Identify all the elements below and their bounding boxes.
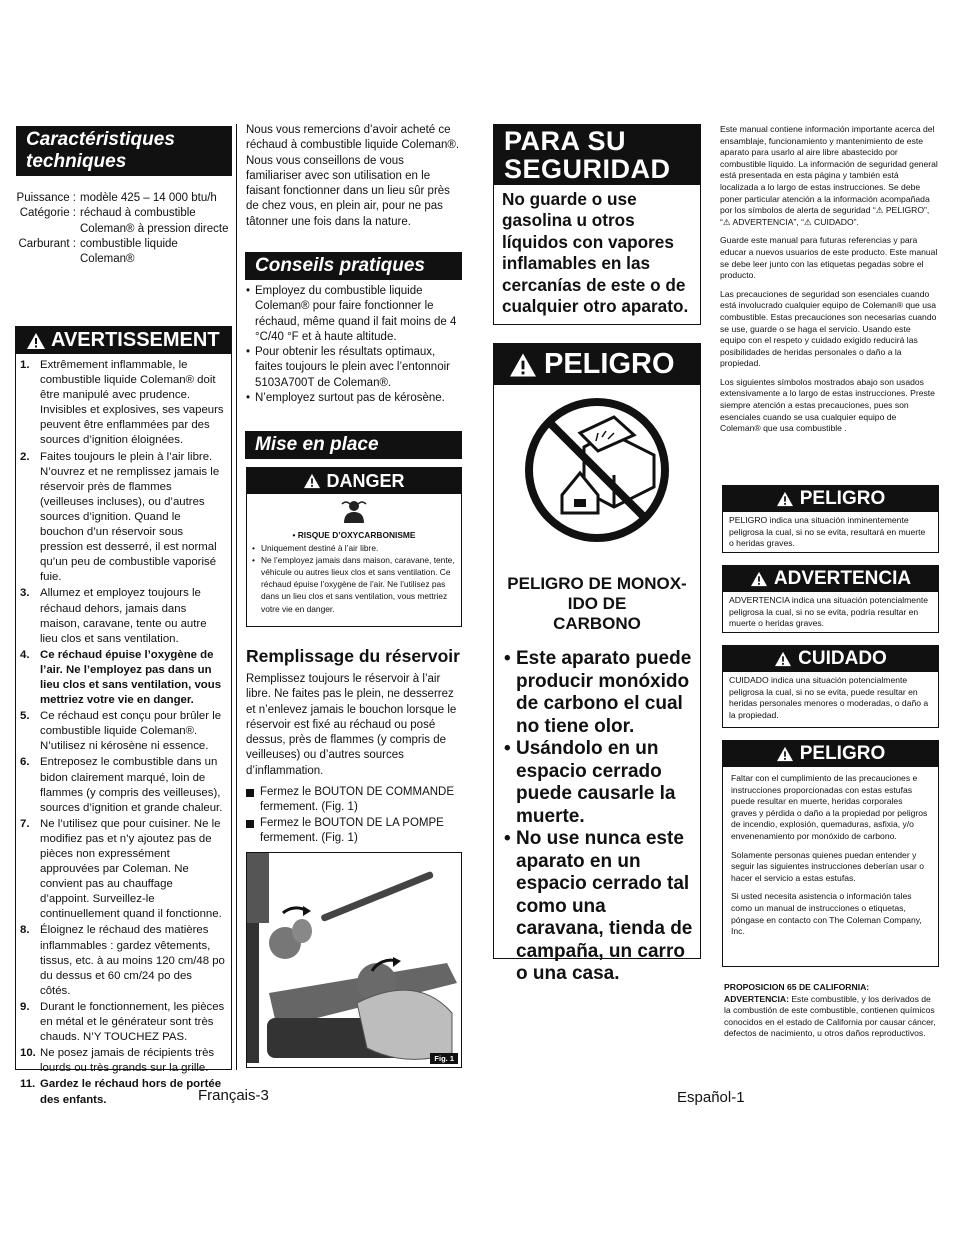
prop65-block bbox=[724, 982, 936, 1040]
danger-box bbox=[246, 467, 462, 627]
danger-risk: • RISQUE D’OXYCARBONISME bbox=[292, 530, 416, 540]
fig1-frame bbox=[246, 852, 462, 1068]
peligro2-paragraph: Si usted necesita asistencia o información tales como un manual de instrucciones o etiquetas, póngase en contacto con The Coleman Company, Inc. bbox=[731, 891, 922, 937]
list-item: 6. Entreposez le combustible dans un bidon clairement marqué, loin de flammes (y compris des veilleuses), sources d’ignition et grande chaleur. bbox=[20, 756, 223, 814]
list-item: • Ne l’employez jamais dans maison, caravane, tente, véhicule ou autres lieux clos et sans ventilation. Ce réchaud épuise l’oxygène de l’air. Ne l’utilisez pas dans un lieu clos et sans ventilation, vous mettriez votre vie en danger. bbox=[252, 554, 456, 615]
warning-triangle-icon bbox=[508, 352, 538, 378]
list-item: • No use nunca este aparato en un espacio cerrado tal como una caravana, tienda de campaña, un carro o una casa. bbox=[504, 828, 694, 986]
peligro2-header: PELIGRO bbox=[723, 741, 938, 767]
remplissage-steps bbox=[246, 785, 466, 846]
es-paragraph: Este manual contiene información importante acerca del ensamblaje, funcionamiento y mantenimiento de este aparato para usarlo al aire libre abastecido por combustible líquido. La información de seguridad general está presentada en esta página y también está localizada a lo largo de estas instrucciones. Se debe poner particular atención a la información acompañada por los símbolos de alerta de seguridad “⚠ PELIGRO”, “⚠ ADVERTENCIA”, “⚠ CUIDADO”. bbox=[720, 124, 938, 227]
square-bullet-icon bbox=[246, 789, 254, 797]
list-item: 7. Ne l’utilisez que pour cuisiner. Ne le modifiez pas et n’y ajoutez pas de pièces non expressément approuvées par Coleman. Ne convient pas au chauffage d’appoint. Surveillez-le continuellement quand il fonctionne. bbox=[20, 817, 222, 921]
avertissement-box bbox=[15, 326, 232, 1106]
peligro2-paragraph: Solamente personas quienes puedan entender y seguir las siguientes instrucciones deberían usar o hacer el servicio a estas estufas. bbox=[731, 849, 924, 883]
es-paragraph: Guarde este manual para futuras referencias y para educar a nuevos usuarios de este producto. Este manual se debe leer junto con las etiquetas pegadas sobre el producto. bbox=[720, 235, 938, 281]
seguridad-text: No guarde o use gasolina u otros líquidos con vapores inflamables en las cercanías de este o de cualquier otro aparato. bbox=[502, 189, 689, 317]
conseils-title: Conseils pratiques bbox=[245, 252, 462, 280]
warning-triangle-icon bbox=[774, 651, 792, 667]
peligro2-box bbox=[722, 740, 939, 967]
list-item: 3. Allumez et employez toujours le réchaud dehors, jamais dans maison, caravane, tente ou autre lieu clos et sans ventilation. bbox=[20, 587, 207, 645]
list-item: 8. Éloignez le réchaud des matières inflammables : gardez vêtements, tissus, etc. à au moins 120 cm/48 po du dessus et 60 cm/24 po des côtés. bbox=[20, 924, 225, 997]
signal-advertencia-header: ADVERTENCIA bbox=[723, 566, 938, 592]
co-poisoning-icon bbox=[340, 498, 368, 524]
column-divider bbox=[236, 124, 237, 1070]
prop65-title: PROPOSICION 65 DE CALIFORNIA: bbox=[724, 982, 870, 992]
signal-peligro-header: PELIGRO bbox=[723, 486, 938, 512]
remplissage-title: Remplissage du réservoir bbox=[246, 646, 460, 666]
list-item: 5. Ce réchaud est conçu pour brûler le combustible liquide Coleman®. N’utilisez ni kérosène ni essence. bbox=[20, 710, 222, 753]
list-item: • Pour obtenir les résultats optimaux, faites toujours le plein avec l’entonnoir 5103A700T de Coleman®. bbox=[246, 345, 462, 391]
warning-triangle-icon bbox=[750, 571, 768, 587]
list-item: • Employez du combustible liquide Coleman® pour faire fonctionner le réchaud, même quand il fait moins de 4 °C/40 °F et à haute altitude. bbox=[246, 284, 462, 345]
danger-list bbox=[247, 542, 461, 615]
list-item: • Este aparato puede producir monóxido de carbono el cual no tiene olor. bbox=[504, 648, 694, 738]
es-paragraph: Los siguientes símbolos mostrados abajo son usados extensivamente a lo largo de estas instrucciones. Preste siempre atención a estas precauciones, pues son esenciales cuando se usa cualquier equipo de Coleman® que usa combustible . bbox=[720, 376, 935, 434]
signal-peligro-text: PELIGRO indica una situación inminentemente peligrosa la cual, si no se evita, resultará en muerte o heridas graves. bbox=[729, 515, 926, 549]
list-item: 4. Ce réchaud épuise l’oxygène de l’air. Ne l’employez pas dans un lieu clos et sans ventilation, vous mettriez votre vie en danger. bbox=[20, 648, 222, 707]
list-item: 2. Faites toujours le plein à l’air libre. N’ouvrez et ne remplissez jamais le réservoir près de flammes (veilleuses incluses), ou d’autres sources d’ignition. Quand le bouchon d’un réservoir sous pression est desserré, il est normal qu’un peu de combustible vaporisé fuie. bbox=[20, 450, 220, 584]
signal-peligro bbox=[722, 485, 939, 553]
spec-row: Carburant : combustible liquide Coleman® bbox=[18, 237, 178, 266]
spec-row: Puissance : modèle 425 – 14 000 btu/h bbox=[16, 192, 217, 204]
list-item: • N’employez surtout pas de kérosène. bbox=[246, 391, 462, 406]
square-bullet-icon bbox=[246, 820, 254, 828]
warning-triangle-icon bbox=[303, 473, 321, 489]
spec-row: Catégorie : réchaud à combustible Coleman® à pression directe bbox=[19, 207, 229, 235]
peligro-box bbox=[493, 343, 701, 984]
specs-table bbox=[14, 191, 234, 267]
signal-cuidado bbox=[722, 645, 939, 728]
stove-illustration bbox=[247, 853, 462, 1068]
intro-text: Nous vous remercions d’avoir acheté ce réchaud à combustible liquide Coleman®. Nous vous conseillons de vous familiariser avec son utilisation en le faisant fonctionner dans un lieu sûr près de chez vous, en plein air, pour ne pas tâtonner une fois dans la nature. bbox=[246, 124, 460, 228]
avertissement-list bbox=[16, 354, 231, 1108]
warning-triangle-icon bbox=[776, 491, 794, 507]
list-item: 1. Extrêmement inflammable, le combustible liquide Coleman® doit être manipulé avec prudence. Invisibles et explosives, ses vapeurs peuvent être enflammées par des sources d’ignition éloignées. bbox=[20, 359, 224, 447]
seguridad-box bbox=[493, 124, 701, 325]
list-item: • Uniquement destiné à l’air libre. bbox=[252, 542, 456, 554]
step-item: Fermez le BOUTON DE COMMANDE fermement. (Fig. 1) bbox=[246, 785, 466, 816]
step-item: Fermez le BOUTON DE LA POMPE fermement. (Fig. 1) bbox=[246, 816, 466, 847]
es-intro bbox=[718, 124, 938, 442]
list-item: 9. Durant le fonctionnement, les pièces en métal et le générateur sont très chauds. N’Y TOUCHEZ PAS. bbox=[20, 1000, 225, 1044]
fig1-label: Fig. 1 bbox=[430, 1053, 458, 1064]
peligro-list bbox=[494, 634, 700, 986]
co-title: PELIGRO DE MONOX- IDO DE CARBONO bbox=[507, 574, 687, 633]
conseils-list bbox=[246, 284, 462, 406]
list-item: 11. Gardez le réchaud hors de portée des enfants. bbox=[20, 1078, 222, 1106]
signal-advertencia bbox=[722, 565, 939, 633]
specs-title: Caractéristiques techniques bbox=[16, 126, 232, 176]
avertissement-header: AVERTISSEMENT bbox=[16, 327, 231, 354]
signal-cuidado-header: CUIDADO bbox=[723, 646, 938, 672]
page-number-es: Español-1 bbox=[677, 1089, 745, 1106]
warning-triangle-icon bbox=[26, 332, 46, 350]
no-indoor-use-icon bbox=[522, 395, 672, 545]
remplissage-text: Remplissez toujours le réservoir à l’air libre. Ne faites pas le plein, ne desserrez et n’enlevez jamais le bouchon lorsque le réservoir est fixé au réchaud ou posé dessus, près de flammes (y compris de veilleuses) ou d’autres sources d’inflammation. bbox=[246, 673, 457, 777]
signal-advertencia-text: ADVERTENCIA indica una situación potencialmente peligrosa la cual, si no se evita, podría resultar en muerte o heridas graves. bbox=[729, 595, 929, 629]
list-item: • Usándolo en un espacio cerrado puede causarle la muerte. bbox=[504, 738, 694, 828]
peligro2-paragraph: Faltar con el cumplimiento de las precauciones e instrucciones proporcionadas con estas estufas puede resultar en muerte, heridas corporales graves y pérdida o daño a la propiedad por peligros de incendio, explosión, quemaduras, asfixia, y/o envenenamiento por monóxido de carbono. bbox=[731, 773, 928, 841]
warning-triangle-icon bbox=[776, 746, 794, 762]
signal-cuidado-text: CUIDADO indica una situación potencialmente peligrosa la cual, si no se evita, puede resultar en heridas personales menores o moderadas, o daño a la propiedad. bbox=[729, 675, 929, 720]
mise-title: Mise en place bbox=[245, 431, 462, 459]
danger-header: DANGER bbox=[247, 468, 461, 494]
peligro-header: PELIGRO bbox=[494, 344, 700, 385]
seguridad-header: PARA SU SEGURIDAD bbox=[494, 125, 700, 185]
es-paragraph: Las precauciones de seguridad son esenciales cuando está involucrado cualquier equipo de Coleman® que usa combustible. Estas precauciones son necesarias cuando se use, guarde o se haga el servicio. Usando este equipo con el respeto y cuidado exigido reducirá las posibilidades de heridas personales o daño a la propiedad. bbox=[720, 288, 937, 369]
prop65-text: ADVERTENCIA: Este combustible, y los derivados de la combustión de este combustible, contienen químicos conocidos en el estado de California por causar cáncer, defectos de nacimiento, u otros daños reproductivos. bbox=[724, 993, 936, 1039]
page-number-fr: Français-3 bbox=[198, 1087, 269, 1104]
list-item: 10. Ne posez jamais de récipients très lourds ou très grands sur la grille. bbox=[20, 1047, 215, 1075]
